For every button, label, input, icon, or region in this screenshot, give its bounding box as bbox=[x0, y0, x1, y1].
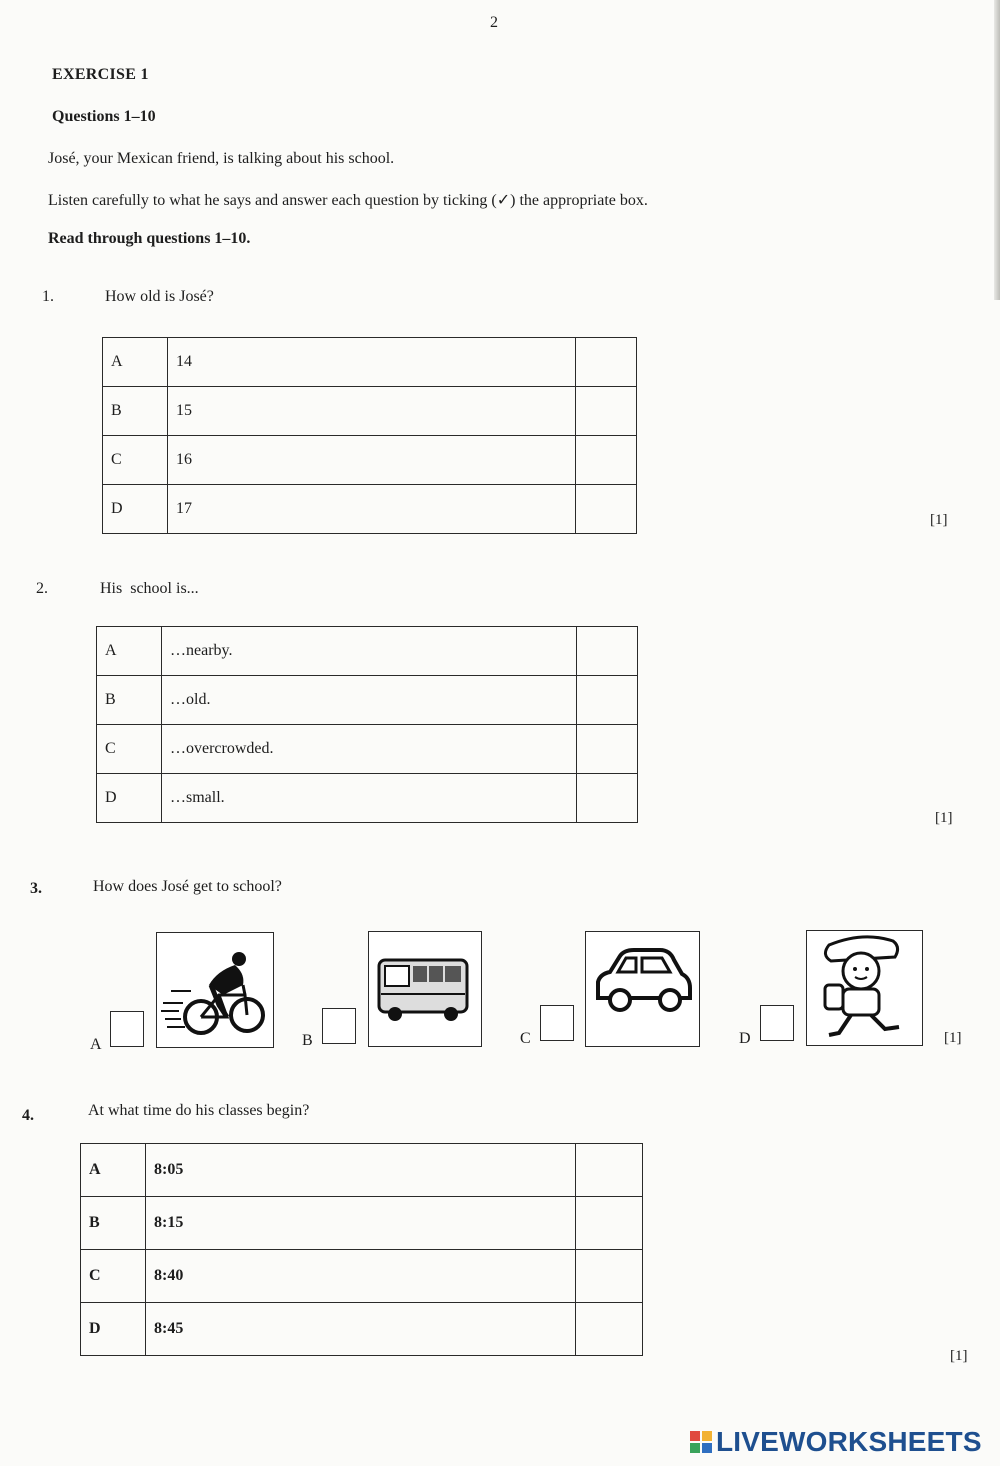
option-letter: A bbox=[97, 627, 162, 676]
option-row bbox=[103, 485, 637, 534]
option-row bbox=[103, 436, 637, 485]
tick-box[interactable] bbox=[576, 1303, 643, 1356]
question-1-number: 1. bbox=[42, 288, 54, 305]
option-letter: D bbox=[97, 774, 162, 823]
tick-box[interactable] bbox=[576, 338, 637, 387]
tick-box[interactable] bbox=[577, 676, 638, 725]
question-4-mark: [1] bbox=[950, 1348, 968, 1364]
option-letter: D bbox=[81, 1303, 146, 1356]
tick-box[interactable] bbox=[576, 485, 637, 534]
option-letter: A bbox=[81, 1144, 146, 1197]
liveworksheets-logo bbox=[690, 1424, 982, 1460]
question-2-options bbox=[96, 626, 638, 823]
option-row bbox=[81, 1144, 643, 1197]
option-text: 8:45 bbox=[146, 1303, 576, 1356]
exercise-intro: José, your Mexican friend, is talking about his school. bbox=[48, 150, 395, 167]
question-4-text: At what time do his classes begin? bbox=[88, 1102, 310, 1119]
option-letter: D bbox=[103, 485, 168, 534]
tick-box[interactable] bbox=[577, 725, 638, 774]
option-row bbox=[97, 774, 638, 823]
option-b-letter: B bbox=[302, 1032, 313, 1049]
option-text: …nearby. bbox=[162, 627, 577, 676]
option-row bbox=[97, 725, 638, 774]
question-3-text: How does José get to school? bbox=[93, 878, 282, 895]
liveworksheets-icon bbox=[690, 1431, 712, 1453]
exercise-subtitle: Questions 1–10 bbox=[52, 108, 156, 125]
exercise-title: EXERCISE 1 bbox=[52, 66, 149, 83]
page-number: 2 bbox=[490, 14, 498, 31]
option-row bbox=[81, 1303, 643, 1356]
tick-box[interactable] bbox=[576, 1144, 643, 1197]
tick-box[interactable] bbox=[576, 1250, 643, 1303]
option-letter: C bbox=[81, 1250, 146, 1303]
option-letter: C bbox=[103, 436, 168, 485]
tick-box[interactable] bbox=[577, 774, 638, 823]
exercise-instruction: Listen carefully to what he says and answer each question by ticking (✓) the appropriate box. bbox=[48, 192, 648, 209]
option-row bbox=[103, 387, 637, 436]
option-row bbox=[81, 1197, 643, 1250]
option-letter: A bbox=[103, 338, 168, 387]
question-1-options bbox=[102, 337, 637, 534]
read-through-note: Read through questions 1–10. bbox=[48, 230, 251, 247]
question-3-mark: [1] bbox=[944, 1030, 962, 1046]
cyclist-icon bbox=[156, 932, 274, 1048]
option-a-letter: A bbox=[90, 1036, 102, 1053]
option-text: 8:05 bbox=[146, 1144, 576, 1197]
question-2-number: 2. bbox=[36, 580, 48, 597]
scan-edge-shadow bbox=[994, 0, 1000, 300]
option-d-letter: D bbox=[739, 1030, 751, 1047]
option-text: …old. bbox=[162, 676, 577, 725]
option-letter: C bbox=[97, 725, 162, 774]
question-3-number: 3. bbox=[30, 880, 42, 897]
question-2-mark: [1] bbox=[935, 810, 953, 826]
option-c-letter: C bbox=[520, 1030, 531, 1047]
question-1-text: How old is José? bbox=[105, 288, 214, 305]
option-letter: B bbox=[103, 387, 168, 436]
question-4-options bbox=[80, 1143, 643, 1356]
option-text: …overcrowded. bbox=[162, 725, 577, 774]
option-row bbox=[97, 627, 638, 676]
option-letter: B bbox=[97, 676, 162, 725]
tick-box[interactable] bbox=[576, 1197, 643, 1250]
car-icon bbox=[585, 931, 700, 1047]
option-b-tick-box[interactable] bbox=[322, 1008, 356, 1044]
option-text: 8:15 bbox=[146, 1197, 576, 1250]
option-row bbox=[97, 676, 638, 725]
option-row bbox=[103, 338, 637, 387]
walking-boy-icon bbox=[806, 930, 923, 1046]
option-text: 8:40 bbox=[146, 1250, 576, 1303]
option-c-tick-box[interactable] bbox=[540, 1005, 574, 1041]
option-row bbox=[81, 1250, 643, 1303]
liveworksheets-wordmark: LIVEWORKSHEETS bbox=[716, 1426, 982, 1457]
option-text: 15 bbox=[168, 387, 576, 436]
question-4-number: 4. bbox=[22, 1107, 34, 1124]
option-text: 17 bbox=[168, 485, 576, 534]
option-text: 16 bbox=[168, 436, 576, 485]
question-1-mark: [1] bbox=[930, 512, 948, 528]
option-text: …small. bbox=[162, 774, 577, 823]
question-2-text: His school is... bbox=[100, 580, 199, 597]
bus-icon bbox=[368, 931, 482, 1047]
tick-box[interactable] bbox=[577, 627, 638, 676]
option-letter: B bbox=[81, 1197, 146, 1250]
option-a-tick-box[interactable] bbox=[110, 1011, 144, 1047]
tick-box[interactable] bbox=[576, 387, 637, 436]
tick-box[interactable] bbox=[576, 436, 637, 485]
option-d-tick-box[interactable] bbox=[760, 1005, 794, 1041]
option-text: 14 bbox=[168, 338, 576, 387]
